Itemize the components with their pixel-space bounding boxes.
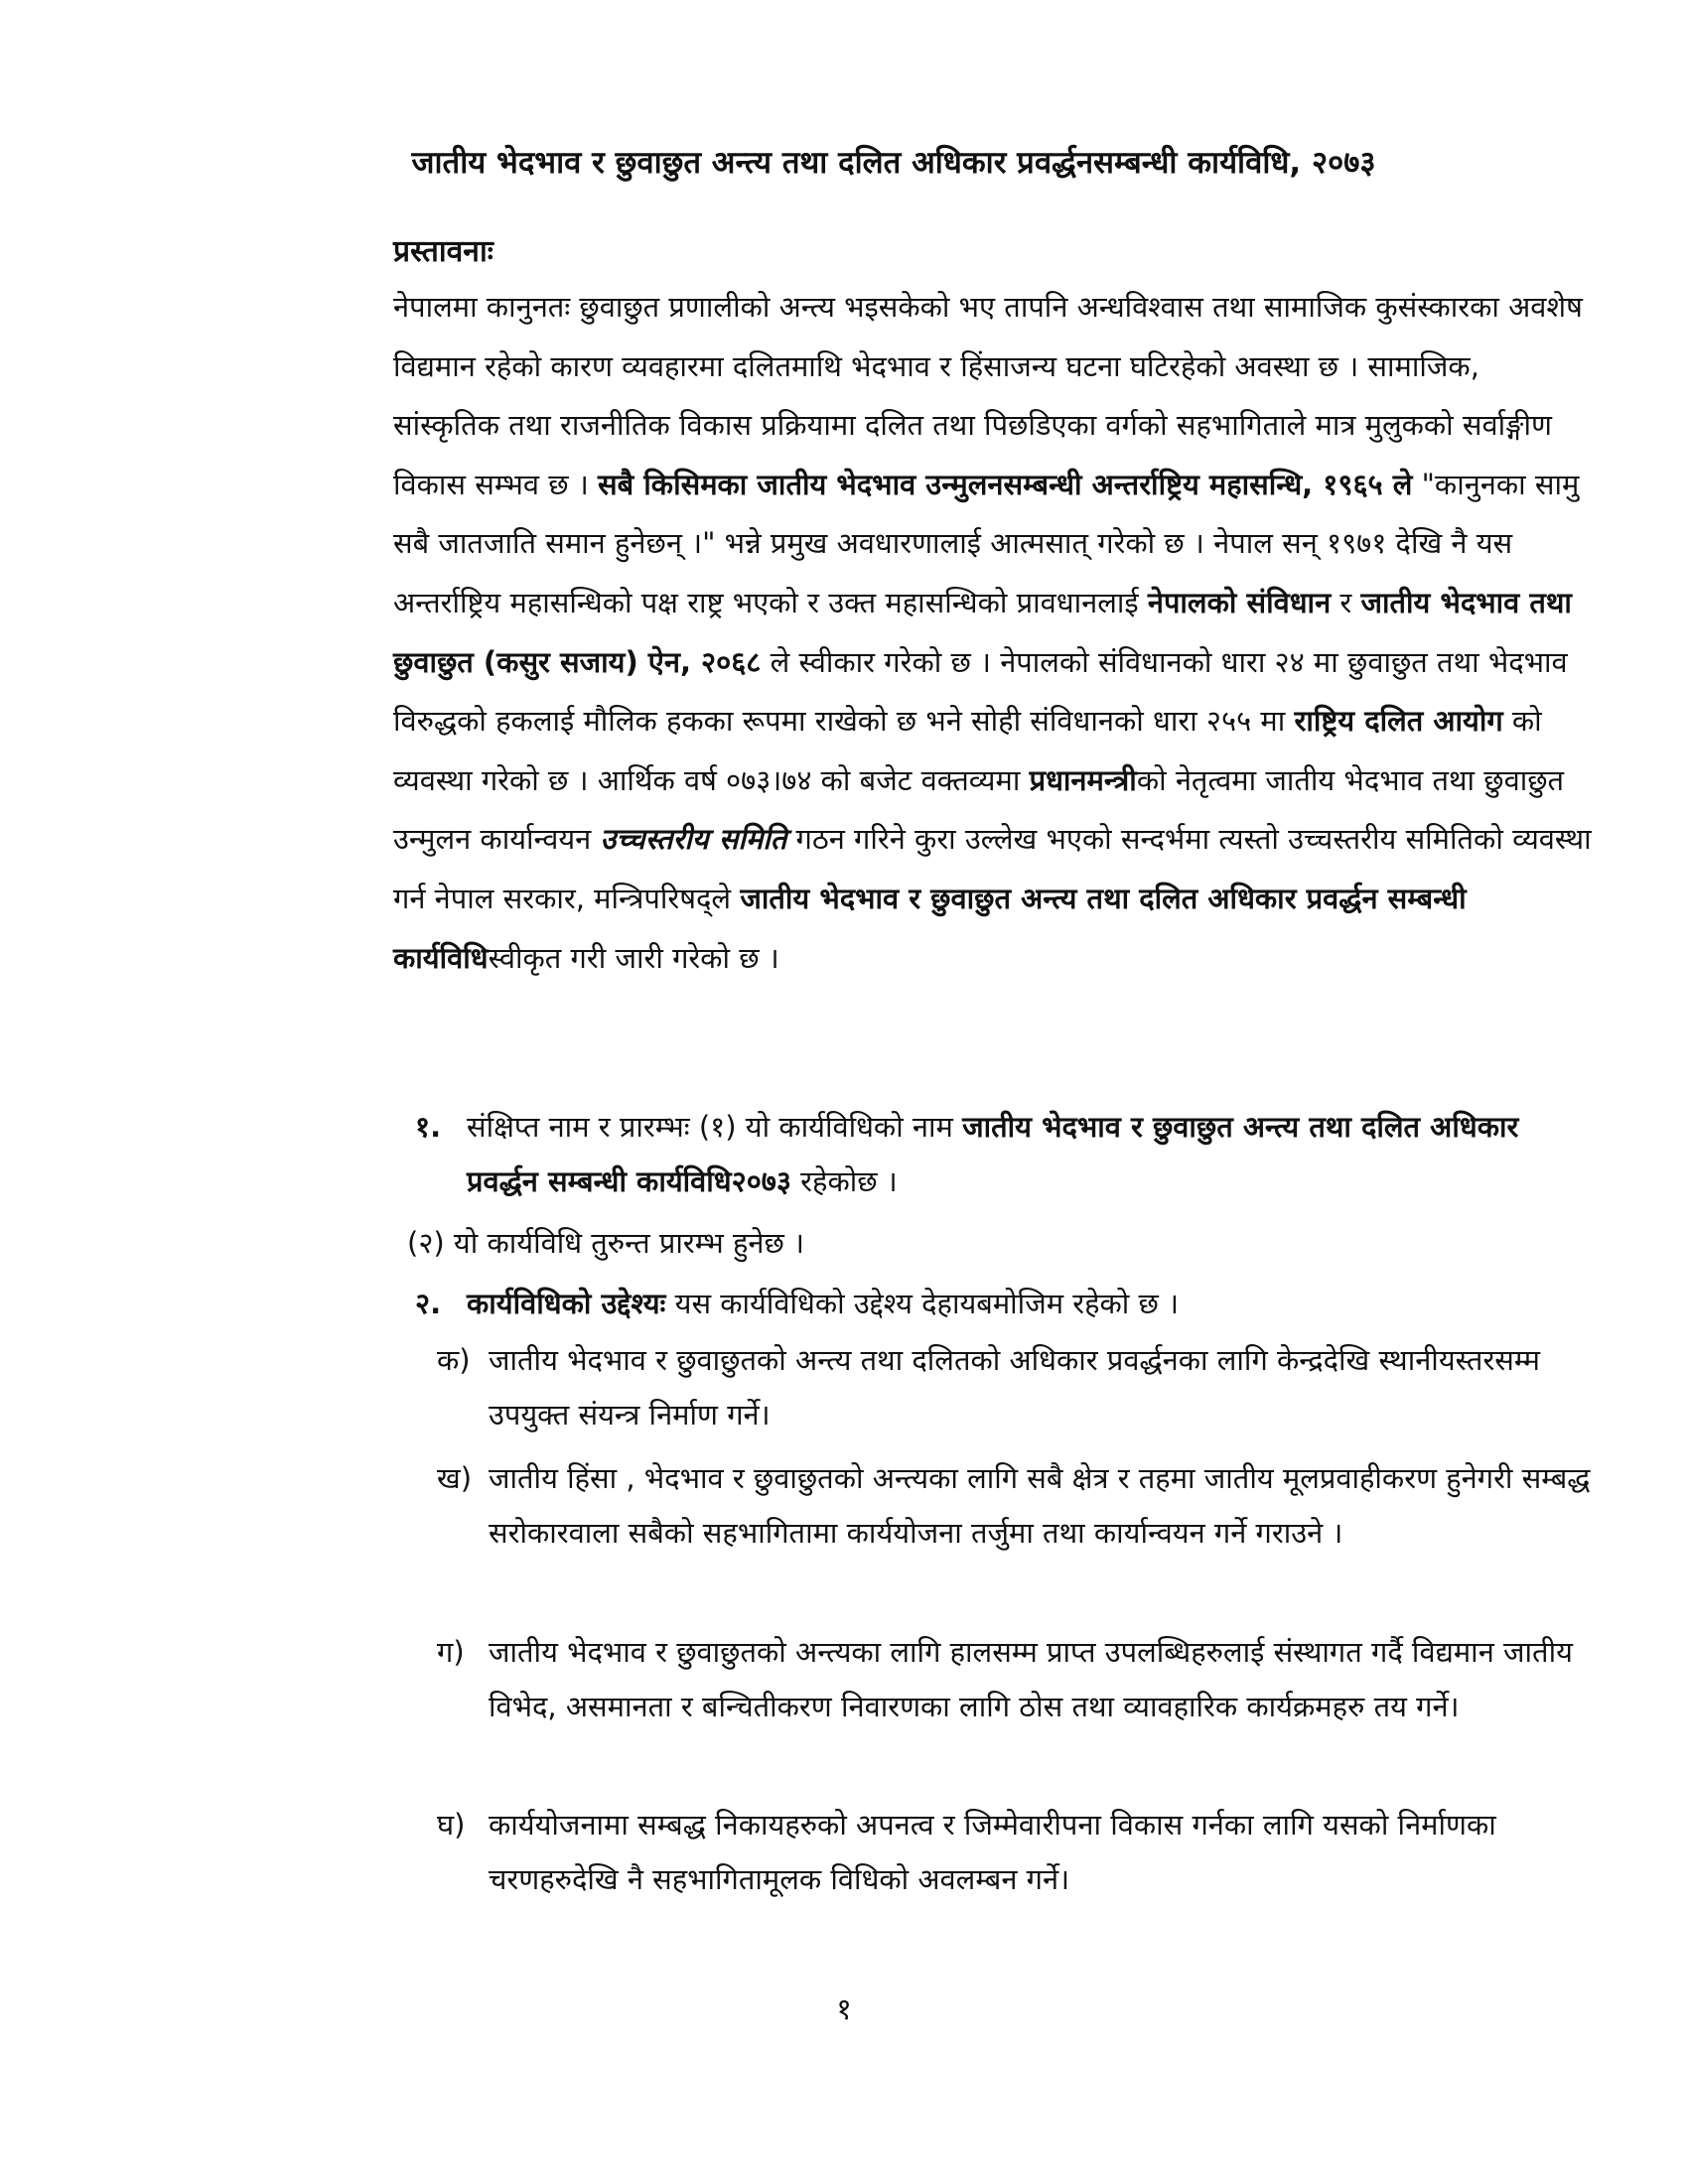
objective-item xyxy=(437,1625,1593,1734)
preamble-text: ले स्वीकार गरेको छ । नेपालको संविधानको धारा २४ मा छुवाछुत तथा भेदभाव विरुद्धको हकलाई मौलिक हकका रूपमा राखेको छ भने सोही संविधानको धारा २५५ मा xyxy=(393,644,1568,739)
section-1-subsection-2: (२) यो कार्यविधि तुरुन्त प्रारम्भ हुनेछ । xyxy=(407,1226,805,1260)
preamble-bold-procedure: जातीय भेदभाव र छुवाछुत अन्त्य तथा दलित अधिकार प्रवर्द्धन सम्बन्धी कार्यविधि xyxy=(393,881,1467,975)
objective-item xyxy=(437,1798,1593,1907)
preamble-text: स्वीकृत गरी जारी गरेको छ । xyxy=(488,940,779,975)
document-title: जातीय भेदभाव र छुवाछुत अन्त्य तथा दलित अधिकार प्रवर्द्धनसम्बन्धी कार्यविधि, २०७३ xyxy=(411,145,1376,181)
preamble-text: नेपालमा कानुनतः छुवाछुत प्रणालीको अन्त्य भइसकेको भए तापनि अन्धविश्वास तथा सामाजिक कुसंस्कारका अवशेष विद्यमान रहेको कारण व्यवहारमा दलितमाथि भेदभाव र हिंसाजन्य घटना घटिरहेको अवस्था छ । सामाजिक, सांस्कृतिक तथा राजनीतिक विकास प्रक्रियामा दलित तथा पिछडिएका वर्गको सहभागिताले मात्र मुलुकको सर्वाङ्गीण विकास सम्भव छ । xyxy=(393,290,1583,501)
preamble-bold-convention: सबै किसिमका जातीय भेदभाव उन्मुलनसम्बन्धी अन्तर्राष्ट्रिय महासन्धि, १९६५ ले xyxy=(598,467,1413,501)
objective-text: जातीय भेदभाव र छुवाछुतको अन्त्यका लागि हालसम्म प्राप्त उपलब्धिहरुलाई संस्थागत गर्दै विद्यमान जातीय विभेद, असमानता र बन्चितीकरण निवारणका लागि ठोस तथा व्यावहारिक कार्यक्रमहरु तय गर्ने। xyxy=(489,1635,1573,1723)
page-number: १ xyxy=(836,1992,852,2027)
objective-text: जातीय हिंसा , भेदभाव र छुवाछुतको अन्त्यका लागि सबै क्षेत्र र तहमा जातीय मूलप्रवाहीकरण हुनेगरी सम्बद्ध सरोकारवाला सबैको सहभागितामा कार्ययोजना तर्जुमा तथा कार्यान्वयन गर्ने गराउने । xyxy=(489,1461,1591,1550)
objective-marker: क) xyxy=(437,1343,471,1377)
objective-marker: घ) xyxy=(437,1808,466,1842)
objective-text: जातीय भेदभाव र छुवाछुतको अन्त्य तथा दलितको अधिकार प्रवर्द्धनका लागि केन्द्रदेखि स्थानीयस्तरसम्म उपयुक्त संयन्त्र निर्माण गर्ने। xyxy=(489,1343,1540,1432)
preamble-bold-pm: प्रधानमन्त्री xyxy=(1029,762,1137,797)
objective-text: कार्ययोजनामा सम्बद्ध निकायहरुको अपनत्व र जिम्मेवारीपना विकास गर्नका लागि यसको निर्माणका चरणहरुदेखि नै सहभागितामूलक विधिको अवलम्बन गर्ने। xyxy=(489,1808,1496,1896)
preamble-bold-commission: राष्ट्रिय दलित आयोग xyxy=(1294,704,1503,739)
preamble-bold-committee: उच्चस्तरीय समिति xyxy=(600,822,787,857)
preamble-text: र xyxy=(1331,585,1361,619)
section-1 xyxy=(415,1100,1593,1209)
section-1-suffix: रहेकोछ । xyxy=(790,1164,898,1198)
section-1-number: १. xyxy=(415,1110,442,1144)
objective-marker: ख) xyxy=(437,1461,473,1495)
preamble-text: "कानुनका सामु सबै जातजाति समान हुनेछन् ।" भन्ने प्रमुख अवधारणालाई आत्मसात् गरेको छ । नेपाल सन् १९७१ देखि नै यस अन्तर्राष्ट्रिय महासन्धिको पक्ष राष्ट्र भएको र उक्त महासन्धिको प्रावधानलाई xyxy=(393,467,1580,619)
objective-item xyxy=(437,1451,1593,1561)
section-2-number: २. xyxy=(415,1287,442,1320)
section-2-text: यस कार्यविधिको उद्देश्य देहायबमोजिम रहेको छ । xyxy=(665,1287,1180,1320)
preamble-paragraph xyxy=(393,278,1593,988)
objective-marker: ग) xyxy=(437,1635,465,1669)
preamble-text: को व्यवस्था गरेको छ । आर्थिक वर्ष ०७३।७४ को बजेट वक्तव्यमा xyxy=(393,704,1542,797)
section-1-bold-name: जातीय भेदभाव र छुवाछुत अन्त्य तथा दलित अधिकार प्रवर्द्धन सम्बन्धी कार्यविधि२०७३ xyxy=(467,1110,1519,1198)
section-2 xyxy=(415,1277,1593,1331)
section-2-heading: कार्यविधिको उद्देश्यः xyxy=(467,1287,666,1320)
preamble-text: को नेतृत्वमा जातीय भेदभाव तथा छुवाछुत उन्मुलन कार्यान्वयन xyxy=(393,762,1565,857)
preamble-text: गठन गरिने कुरा उल्लेख भएको सन्दर्भमा त्यस्तो उच्चस्तरीय समितिको व्यवस्था गर्न नेपाल सरकार, मन्त्रिपरिषद्ले xyxy=(393,822,1592,915)
preamble-bold-act: जातीय भेदभाव तथा छुवाछुत (कसुर सजाय) ऐन, २०६८ xyxy=(393,585,1572,679)
preamble-bold-constitution: नेपालको संविधान xyxy=(1147,585,1332,619)
section-1-prefix: संक्षिप्त नाम र प्रारम्भः (१) यो कार्यविधिको नाम xyxy=(467,1110,963,1144)
preamble-heading: प्रस्तावनाः xyxy=(393,234,493,269)
objective-item xyxy=(437,1333,1593,1442)
